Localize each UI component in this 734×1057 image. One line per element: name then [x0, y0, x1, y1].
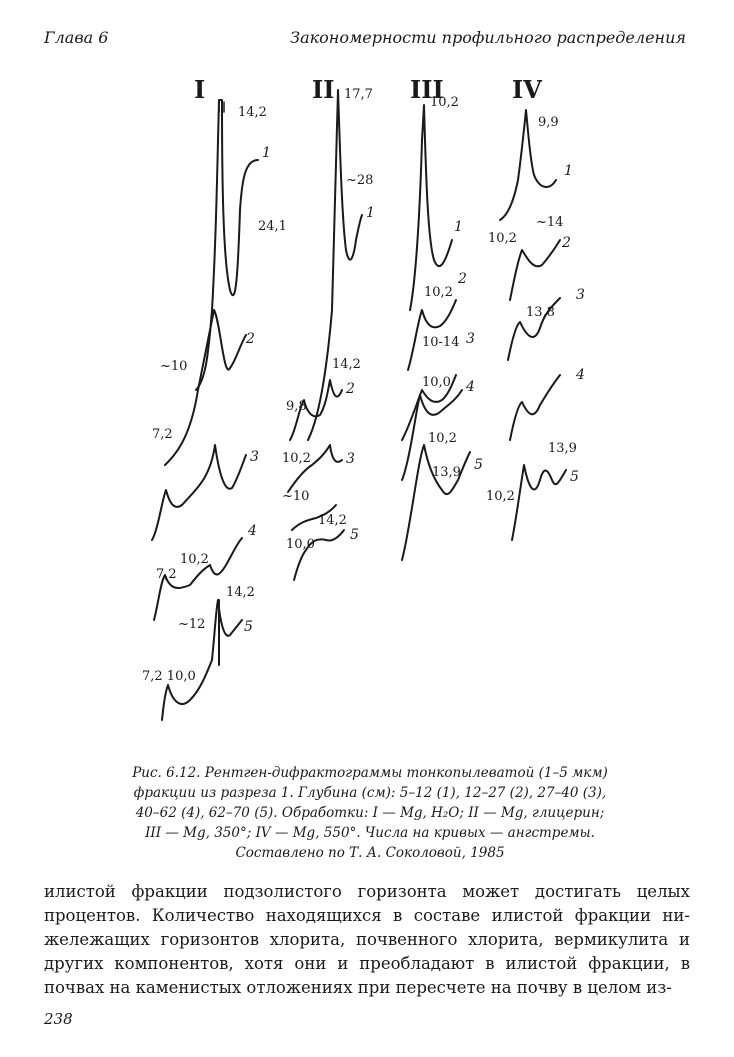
peak-label: 10,2: [424, 285, 453, 300]
curve-number: 5: [350, 527, 359, 543]
curve-number: 2: [458, 271, 467, 287]
curve-IV-2: [510, 240, 560, 300]
peak-label: 14,2: [238, 105, 267, 120]
peak-label: 10,0: [422, 375, 451, 390]
curve-number: 5: [570, 469, 579, 485]
curve-number: 5: [244, 619, 253, 635]
xrd-figure: [0, 60, 734, 760]
curve-III-5: [402, 445, 470, 560]
peak-label: 10,2: [428, 431, 457, 446]
caption-line: фракции из разреза 1. Глубина (см): 5–12 (1), 12–27 (2), 27–40 (3),: [133, 785, 607, 801]
body-line: процентов. Количество находящихся в составе илистой фракции ни-: [44, 906, 690, 925]
peak-label: 7,2 10,0: [142, 669, 196, 684]
section-header: Закономерности профильного распределения: [290, 28, 686, 47]
body-line: илистой фракции подзолистого горизонта может достигать целых: [44, 882, 690, 901]
panel-label-II: II: [312, 75, 335, 104]
peak-label: 10-14: [422, 335, 460, 350]
peak-label: 9,8: [286, 399, 307, 414]
diffractogram-curves: [0, 60, 734, 760]
page-number: 238: [44, 1010, 73, 1028]
peak-label: ~14: [536, 215, 564, 230]
peak-label: 14,2: [332, 357, 361, 372]
curve-number: 3: [250, 449, 259, 465]
peak-label: 13,9: [548, 441, 577, 456]
caption-line: III — Mg, 350°; IV — Mg, 550°. Числа на кривых — ангстремы.: [145, 825, 595, 841]
curve-IV-5: [512, 465, 566, 540]
curve-number: 4: [466, 379, 475, 395]
panel-label-III: III: [410, 75, 444, 104]
curve-I-2: [165, 310, 246, 465]
curve-IV-4: [510, 375, 560, 440]
peak-label: ~28: [346, 173, 374, 188]
curve-number: 1: [564, 163, 573, 179]
peak-label: 14,2: [318, 513, 347, 528]
caption-line: 40–62 (4), 62–70 (5). Обработки: I — Mg, H₂O; II — Mg, глицерин;: [135, 805, 605, 821]
curve-number: 2: [346, 381, 355, 397]
curve-number: 3: [576, 287, 585, 303]
peak-label: 17,7: [344, 87, 373, 102]
curve-number: 1: [262, 145, 271, 161]
chapter-header: Глава 6: [44, 28, 109, 47]
curve-number: 4: [248, 523, 257, 539]
peak-label: 7,2: [152, 427, 173, 442]
curve-number: 5: [474, 457, 483, 473]
curve-III-1: [410, 105, 452, 310]
curve-number: 1: [454, 219, 463, 235]
panel-label-I: I: [194, 75, 206, 104]
body-paragraph: [44, 880, 690, 1000]
curve-number: 2: [246, 331, 255, 347]
caption-line: Составлено по Т. А. Соколовой, 1985: [235, 845, 505, 861]
body-line: почвах на каменистых отложениях при пересчете на почву в целом из-: [44, 978, 672, 997]
curve-number: 2: [562, 235, 571, 251]
curve-number: 1: [366, 205, 375, 221]
peak-label: ~10: [160, 359, 188, 374]
peak-label: 9,9: [538, 115, 559, 130]
peak-label: 10,2: [180, 552, 209, 567]
peak-label: 14,2: [226, 585, 255, 600]
peak-label: 10,0: [286, 537, 315, 552]
peak-label: 10,2: [486, 489, 515, 504]
body-line: других компонентов, хотя они и преобладают в илистой фракции, в: [44, 954, 690, 973]
peak-label: 10,2: [488, 231, 517, 246]
curve-number: 4: [576, 367, 585, 383]
body-line: жележащих горизонтов хлорита, почвенного хлорита, вермикулита и: [44, 930, 690, 949]
peak-label: 10,2: [282, 451, 311, 466]
peak-label: 10,2: [430, 95, 459, 110]
curve-number: 3: [346, 451, 355, 467]
panel-label-IV: IV: [512, 75, 542, 104]
curve-I-3: [152, 445, 246, 540]
peak-label: 13,9: [432, 465, 461, 480]
peak-label: 24,1: [258, 219, 287, 234]
peak-label: ~12: [178, 617, 206, 632]
curve-number: 3: [466, 331, 475, 347]
peak-label: 13,8: [526, 305, 555, 320]
peak-label: ~10: [282, 489, 310, 504]
peak-label: 7,2: [156, 567, 177, 582]
caption-line: Рис. 6.12. Рентген-дифрактограммы тонкопылеватой (1–5 мкм): [132, 765, 608, 781]
figure-caption: [70, 763, 670, 863]
